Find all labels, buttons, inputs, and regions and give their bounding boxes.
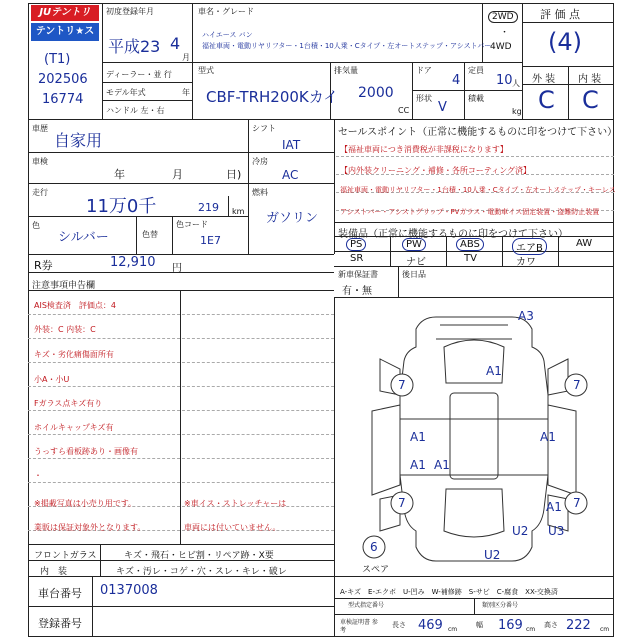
lot-num1: 202506 (38, 72, 88, 87)
warn-4: 車両には付いていません。 (184, 523, 281, 532)
note-line-4: 小A・小U (34, 375, 70, 384)
inspection-month: 月 (172, 168, 183, 181)
inspection-label: 車検 (32, 157, 48, 166)
mark-a3: A3 (518, 309, 534, 323)
tire-rr: 7 (573, 496, 581, 510)
dealer: ディーラー・並 行 (106, 70, 172, 79)
first-reg-era: 平成23 (108, 37, 161, 56)
cc-value: 2000 (358, 85, 394, 101)
chassis-label: 車台番号 (38, 587, 82, 600)
mark-a1-r1: A1 (540, 430, 556, 444)
note-line-2: 外装：C 内装：C (34, 325, 96, 334)
int-label: 内 装 (578, 74, 602, 85)
logo-line2: テントリ★スター (31, 23, 99, 41)
month-unit: 月 (182, 53, 190, 62)
sales-line-2: 【内外装クリーニング・補修・各所コーティング済】 (340, 166, 532, 175)
legend: A-キズ E-エクボ U-凹み W-補修跡 S-サビ C-腐食 XX-交換済 (340, 588, 558, 596)
warn-3: ※車イス・ストレッチャーは (184, 499, 287, 508)
equip-airbag: エアB (512, 238, 547, 255)
usage-value: 自家用 (54, 131, 103, 150)
recycle-unit: 円 (172, 263, 182, 274)
logo (29, 4, 102, 55)
warranty-label: 新車保証書 (338, 270, 378, 279)
mark-a1-r2: A1 (546, 500, 562, 514)
drive-dot: ・ (500, 28, 510, 38)
note-line-5: Fガラス点キズ有り (34, 399, 103, 408)
aircon-value: AC (282, 168, 299, 182)
equip-aw: AW (576, 238, 593, 249)
load-label: 積載 (468, 94, 484, 103)
chassis-value: 0137008 (100, 583, 158, 598)
first-reg-label: 初度登録年月 (106, 7, 154, 16)
notes-title: 注意事項申告欄 (32, 281, 96, 291)
equip-navi: ナビ (406, 257, 426, 268)
sales-title: セールスポイント（正常に機能するものに印をつけて下さい） (338, 127, 618, 138)
vehicle-diagram (336, 299, 612, 575)
equip-pw: PW (402, 238, 426, 251)
door-value: 4 (452, 73, 461, 88)
ext-label: 外 装 (532, 74, 556, 85)
cap-unit: 人 (512, 79, 520, 88)
mileage-label: 走行 (32, 188, 48, 197)
len-label: 車検証明書 参考 (340, 619, 378, 634)
cap-label: 定員 (468, 66, 484, 75)
shift-value: IAT (282, 138, 301, 152)
note-line-7: うっすら看板跡あり・画像有 (34, 447, 138, 456)
aircon-label: 冷房 (252, 157, 268, 166)
hgt-value: 222 (566, 618, 591, 633)
recycle-label: R券 (34, 259, 53, 272)
prev-label: 型式指定番号 (348, 602, 385, 609)
model-year: モデル年式 (106, 88, 146, 97)
lot-t: (T1) (44, 52, 71, 67)
after-label: 後日品 (402, 270, 426, 279)
reg-label: 登録番号 (38, 617, 82, 630)
car-name: ハイエース バン (202, 31, 253, 39)
fuel-value: ガソリン (266, 211, 319, 226)
car-grade: 福祉車両・電動リヤリフター・1台積・10人乗・Cタイプ・左オートステップ・アシストバー (202, 42, 492, 50)
model-code: CBF-TRH200Kカイ (206, 88, 339, 106)
cc-unit: CC (398, 106, 410, 115)
inspection-day: 日) (226, 168, 242, 181)
spare-label: スペア (362, 565, 390, 575)
equip-sr: SR (350, 253, 364, 264)
load-unit: kg (512, 107, 522, 116)
handle: ハンドル 左・右 (106, 106, 165, 115)
sales-line-4: アシストバー・アシストグリップ・PVガラス・電動車イス固定装置・盗難防止装置 (340, 208, 600, 216)
grade-label: 評 価 点 (540, 8, 580, 21)
mark-a1-l3: A1 (434, 458, 450, 472)
len-unit: cm (448, 626, 458, 633)
mark-a1-l2: A1 (410, 458, 426, 472)
shape-label: 形状 (416, 94, 432, 103)
wid-word: 幅 (476, 621, 483, 629)
tire-rl: 7 (398, 496, 406, 510)
mark-u2-2: U2 (484, 548, 501, 562)
first-reg-month: 4 (170, 34, 181, 53)
lot-num2: 16774 (42, 92, 84, 107)
usage-label: 車歴 (32, 124, 48, 133)
cap-value: 10 (496, 73, 513, 88)
int-grade: C (582, 86, 599, 114)
len-word: 長さ (392, 621, 406, 629)
color-code-label: 色コード (176, 220, 208, 229)
tire-spare: 6 (370, 540, 378, 554)
mark-u2-1: U2 (512, 524, 529, 538)
glass-value: キズ・飛石・ヒビ割・リペア跡・X要 (124, 551, 274, 561)
hgt-unit: cm (600, 626, 610, 633)
ext-grade: C (538, 86, 555, 114)
mileage-small: 219 (198, 201, 219, 214)
note-line-1: AIS検査済 評価点：4 (34, 301, 116, 310)
color-same: 色替 (142, 230, 158, 239)
model-label: 型式 (198, 66, 214, 75)
equip-leather: カワ (516, 257, 536, 268)
note-line-3: キズ・劣化痛傷面所有 (34, 350, 114, 359)
logo-line1: JUテントリ (31, 5, 99, 21)
year-unit: 年 (182, 88, 190, 97)
recycle-value: 12,910 (110, 255, 156, 270)
tire-fr: 7 (573, 378, 581, 392)
interior-value: キズ・汚レ・コゲ・穴・スレ・キレ・破レ (116, 567, 287, 577)
mark-a1-roof: A1 (486, 364, 502, 378)
car-name-label: 車名・グレード (198, 7, 254, 16)
sales-line-3: 福祉車両・電動リヤリフター・1台積・10人乗・Cタイプ・左オートステップ・キーレス (340, 186, 616, 194)
mark-u3: U3 (548, 524, 565, 538)
prev2-label: 類別区分番号 (482, 602, 519, 609)
door-label: ドア (416, 66, 432, 75)
glass-label: フロントガラス (34, 551, 97, 561)
fuel-label: 燃料 (252, 188, 268, 197)
mileage-value: 11万0千 (86, 196, 157, 217)
drive-4wd: 4WD (490, 42, 512, 52)
shape-value: V (438, 100, 447, 115)
sales-line-1: 【福祉車両につき消費税が非課税になります】 (340, 145, 508, 154)
wid-value: 169 (498, 618, 523, 633)
note-line-6: ホイルキャップキズ有 (34, 423, 114, 432)
warn-2: 業販は保証対象外となります。 (34, 523, 146, 532)
color-label: 色 (32, 221, 40, 230)
len-value: 469 (418, 618, 443, 633)
shift-label: シフト (252, 124, 276, 133)
equip-ps: PS (346, 238, 366, 251)
warranty-value: 有・無 (342, 286, 372, 297)
mileage-unit: km (232, 207, 245, 216)
drive-2wd: 2WD (488, 11, 518, 23)
interior-label: 内 装 (40, 567, 68, 577)
color-value: シルバー (58, 230, 109, 245)
color-code: 1E7 (200, 234, 221, 247)
hgt-word: 高さ (544, 621, 558, 629)
grade-value: (4) (548, 28, 582, 56)
equip-tv: TV (464, 253, 477, 264)
wid-unit: cm (526, 626, 536, 633)
warn-1: ※掲載写真は小売り用です。 (34, 499, 137, 508)
mark-a1-l1: A1 (410, 430, 426, 444)
note-line-8: ・ (34, 471, 42, 480)
equip-abs: ABS (456, 238, 484, 251)
cc-label: 排気量 (334, 66, 358, 75)
equip-title: 装備品（正常に機能するものに印をつけて下さい） (338, 229, 568, 240)
tire-fl: 7 (398, 378, 406, 392)
inspection-year: 年 (114, 168, 125, 181)
